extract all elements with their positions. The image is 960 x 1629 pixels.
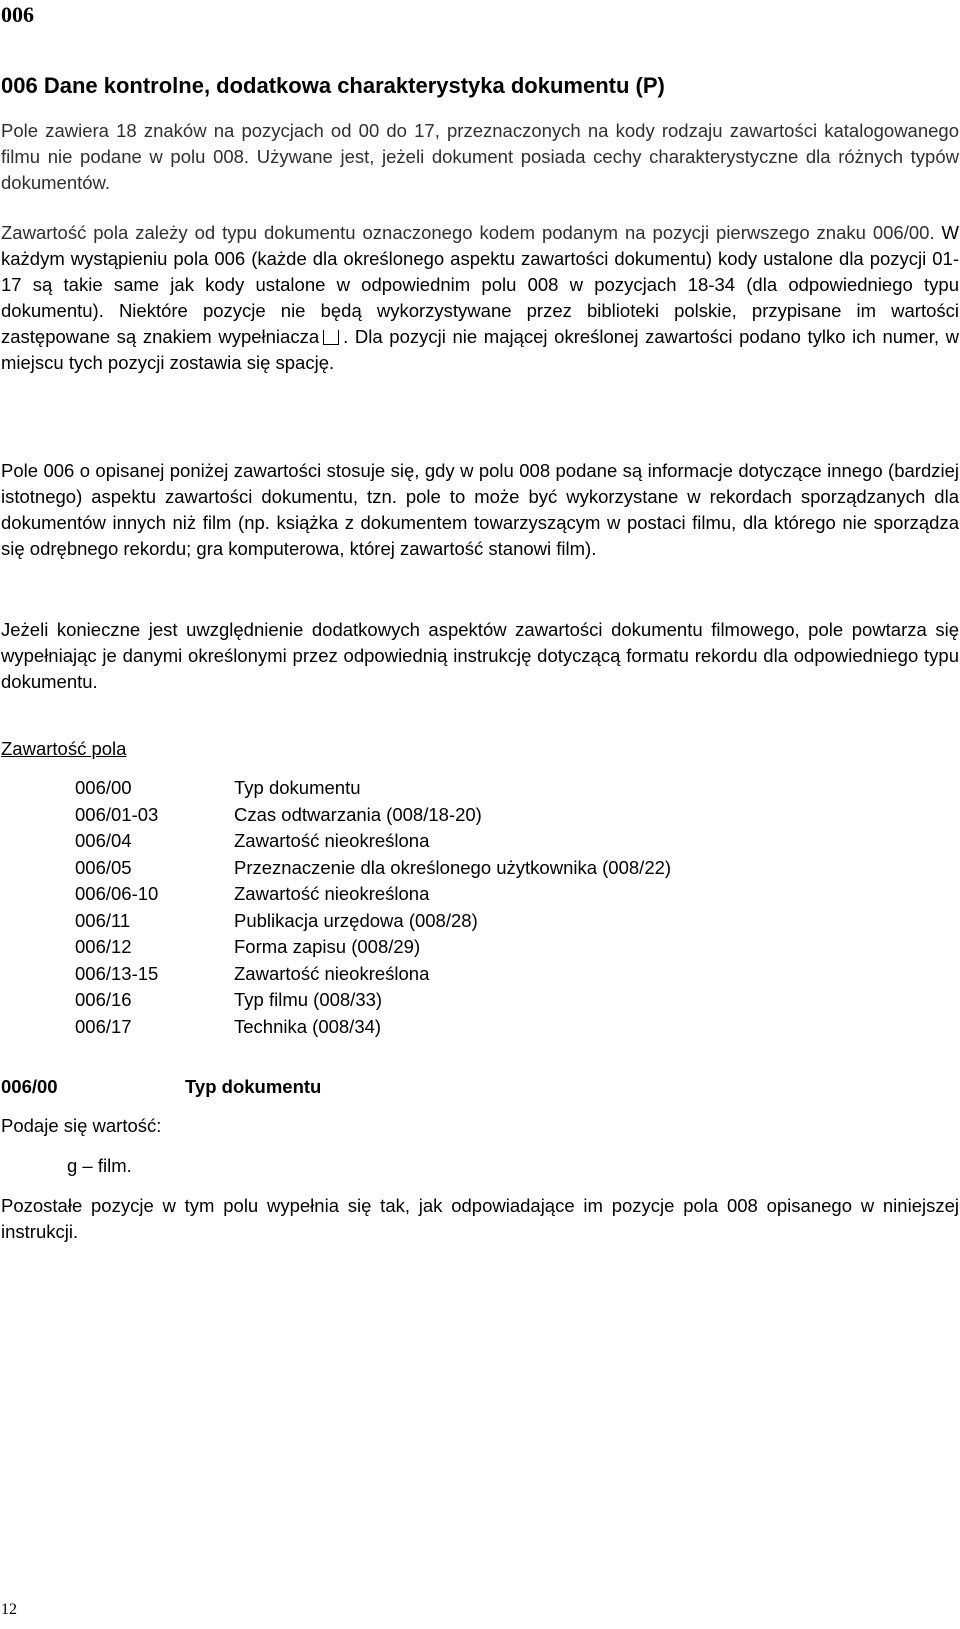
paragraph-content-rules-tail: . Dla pozycji nie mającej określonej zawartości podano tylko ich numer, w miejscu tych pozycji zostawia się spację. [1, 326, 959, 373]
contents-row [75, 775, 671, 802]
contents-row [75, 1014, 671, 1041]
contents-row [75, 987, 671, 1014]
running-header-code: 006 [1, 2, 34, 27]
position-label: Zawartość nieokreślona [234, 830, 430, 851]
position-code: 006/06-10 [75, 883, 159, 904]
contents-row [75, 908, 671, 935]
position-code: 006/17 [75, 1015, 132, 1037]
contents-row [75, 855, 671, 882]
position-label: Typ filmu (008/33) [234, 989, 383, 1010]
position-code: 006/13-15 [75, 962, 159, 984]
position-label: Przeznaczenie dla określonego użytkownika (008/22) [234, 856, 672, 878]
contents-row [75, 934, 671, 961]
page-number: 12 [1, 1601, 17, 1618]
position-label: Zawartość nieokreślona [234, 962, 430, 984]
page-title: 006 Dane kontrolne, dodatkowa charakterystyka dokumentu (P) [1, 73, 665, 98]
subsection-closing: Pozostałe pozycje w tym polu wypełnia się tak, jak odpowiadające im pozycje pola 008 opisanego w niniejszej instrukcji. [1, 1195, 959, 1242]
position-label: Technika (008/34) [234, 1015, 382, 1037]
position-code: 006/01-03 [75, 803, 159, 825]
contents-row [75, 802, 671, 829]
subsection-title: Typ dokumentu [185, 1076, 322, 1097]
position-label: Publikacja urzędowa (008/28) [234, 909, 478, 931]
contents-heading: Zawartość pola [1, 738, 127, 759]
contents-list [75, 775, 671, 1040]
fill-character-symbol [323, 330, 339, 345]
paragraph-usage: Pole 006 o opisanej poniżej zawartości stosuje się, gdy w polu 008 podane są informacje dotyczące innego (bardziej istotnego) aspektu zawartości dokumentu, tzn. pole to może być wykorzystane w rekordach sporządzanych dla dokumentów innych niż film (np. książka z dokumentem towarzyszącym w postaci filmu, dla którego nie sporządza się odrębnego rekordu; gra komputerowa, której zawartość stanowi film). [1, 460, 959, 559]
subsection-heading [1, 1074, 321, 1100]
contents-row [75, 828, 671, 855]
position-label: Typ dokumentu [234, 777, 361, 798]
position-code: 006/05 [75, 856, 132, 878]
contents-row [75, 961, 671, 988]
paragraph-intro: Pole zawiera 18 znaków na pozycjach od 00 do 17, przeznaczonych na kody rodzaju zawartości katalogowanego filmu nie podane w polu 008. Używane jest, jeżeli dokument posiada cechy charakterystyczne dla różnych typów dokumentów. [1, 120, 959, 193]
subsection-value: g – film. [67, 1155, 132, 1176]
position-label: Czas odtwarzania (008/18-20) [234, 803, 482, 825]
paragraph-repeat: Jeżeli konieczne jest uwzględnienie dodatkowych aspektów zawartości dokumentu filmowego, pole powtarza się wypełniając je danymi określonymi przez odpowiednią instrukcję dotyczącą formatu rekordu dla odpowiedniego typu dokumentu. [1, 619, 959, 692]
position-code: 006/11 [75, 909, 131, 931]
position-code: 006/04 [75, 830, 132, 851]
position-code: 006/00 [75, 777, 132, 798]
paragraph-content-rules [1, 220, 959, 376]
position-code: 006/16 [75, 989, 132, 1010]
position-label: Zawartość nieokreślona [234, 883, 430, 904]
position-code: 006/12 [75, 936, 132, 957]
position-label: Forma zapisu (008/29) [234, 936, 421, 957]
subsection-code: 006/00 [1, 1076, 58, 1097]
paragraph-content-rules-lead: Zawartość pola zależy od typu dokumentu oznaczonego kodem podanym na pozycji pierwszego znaku 006/00. [1, 222, 935, 243]
paragraph-content-rules-body: W każdym wystąpieniu pola 006 (każde dla określonego aspektu zawartości dokumentu) kody ustalone dla pozycji 01-17 są takie same jak kody ustalone w odpowiednim polu 008 w pozycjach 18-34 (dla odpowiedniego typu dokumentu). Niektóre pozycje nie będą wykorzystywane przez biblioteki polskie, przypisane im wartości zastępowane są znakiem wypełniacza [1, 222, 960, 347]
contents-row [75, 881, 671, 908]
subsection-intro: Podaje się wartość: [1, 1115, 162, 1136]
